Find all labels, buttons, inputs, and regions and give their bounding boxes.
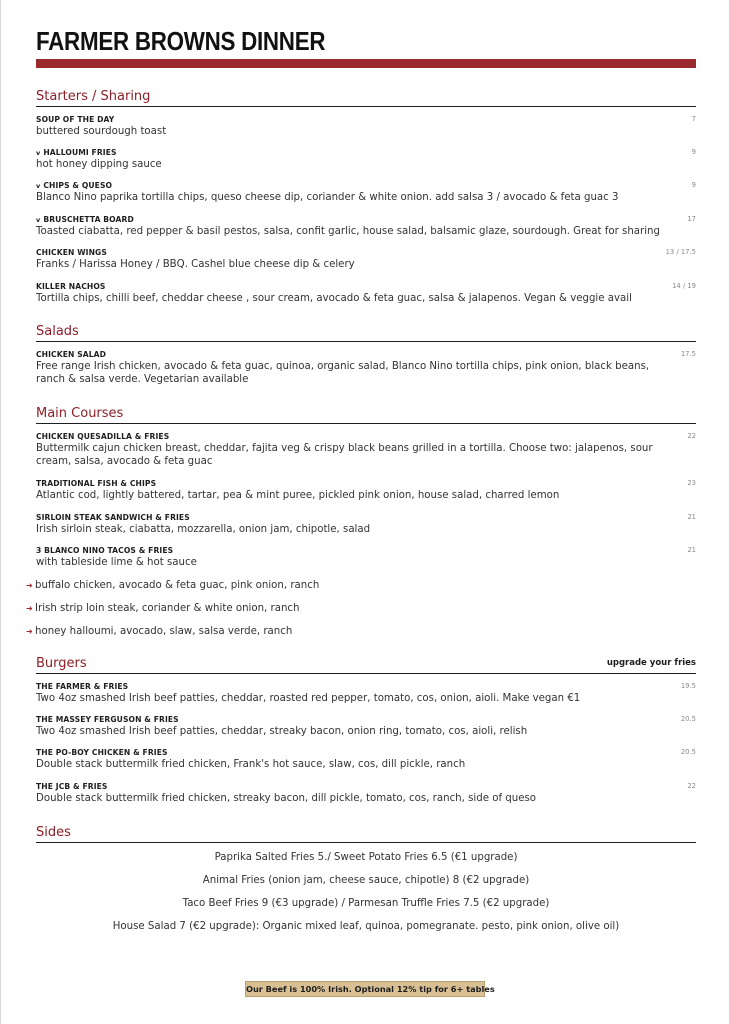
section-sides	[36, 824, 696, 843]
item-name: CHICKEN QUESADILLA & FRIES	[36, 432, 170, 441]
arrow-right-icon: ➜	[26, 581, 33, 590]
item-description: hot honey dipping sauce	[36, 159, 162, 170]
menu-item-chicken-quesadilla	[36, 432, 696, 468]
section-header	[36, 405, 696, 424]
section-title-mains: Main Courses	[36, 406, 124, 421]
vegetarian-marker: v	[36, 182, 41, 190]
item-name: THE JCB & FRIES	[36, 782, 108, 791]
item-price: 22	[687, 432, 696, 440]
section-header	[36, 655, 696, 674]
section-burgers	[36, 655, 696, 804]
item-description: Double stack buttermilk fried chicken, Frank's hot sauce, slaw, cos, dill pickle, ranch	[36, 759, 466, 770]
menu-item-soup	[36, 115, 696, 138]
item-description: Buttermilk cajun chicken breast, cheddar, fajita veg & crispy black beans grilled in a tortilla. Choose two: jalapenos, sour cream, salsa, avocado & feta guac	[36, 443, 653, 467]
item-description: Blanco Nino paprika tortilla chips, queso cheese dip, coriander & white onion. add salsa 3 / avocado & feta guac 3	[36, 192, 619, 203]
menu-item-chicken-wings	[36, 248, 696, 271]
title-divider-bar	[36, 59, 696, 68]
section-title-starters: Starters / Sharing	[36, 89, 151, 104]
arrow-right-icon: ➜	[26, 627, 33, 636]
taco-option-text: buffalo chicken, avocado & feta guac, pink onion, ranch	[35, 580, 320, 591]
item-description: Toasted ciabatta, red pepper & basil pestos, salsa, confit garlic, house salad, balsamic glaze, sourdough. Great for sharing	[36, 226, 660, 237]
item-price: 23	[687, 479, 696, 487]
menu-item-po-boy-chicken	[36, 748, 696, 771]
taco-option-text: Irish strip loin steak, coriander & white onion, ranch	[35, 603, 300, 614]
item-price: 21	[687, 546, 696, 554]
item-description: buttered sourdough toast	[36, 126, 167, 137]
item-description: Irish sirloin steak, ciabatta, mozzarella, onion jam, chipotle, salad	[36, 524, 371, 535]
menu-item-the-jcb	[36, 782, 696, 805]
side-line: Taco Beef Fries 9 (€3 upgrade) / Parmesan Truffle Fries 7.5 (€2 upgrade)	[182, 898, 550, 909]
taco-option	[26, 579, 319, 592]
item-name-row	[36, 181, 696, 191]
section-main-courses	[36, 405, 696, 568]
taco-option	[26, 625, 292, 638]
section-title-salads: Salads	[36, 324, 79, 339]
item-name: HALLOUMI FRIES	[43, 148, 117, 157]
item-price: 19.5	[680, 682, 696, 690]
item-price: 17	[687, 215, 696, 223]
menu-item-the-farmer	[36, 682, 696, 705]
taco-option	[26, 602, 299, 615]
item-price: 21	[687, 513, 696, 521]
upgrade-fries-label: upgrade your fries	[606, 658, 696, 668]
item-price: 7	[691, 115, 696, 123]
section-header	[36, 824, 696, 843]
item-name: CHIPS & QUESO	[43, 181, 113, 190]
item-name: SIRLOIN STEAK SANDWICH & FRIES	[36, 513, 190, 522]
side-line: Animal Fries (onion jam, cheese sauce, chipotle) 8 (€2 upgrade)	[202, 875, 530, 886]
menu-item-fish-chips	[36, 479, 696, 502]
menu-item-bruschetta-board	[36, 215, 696, 238]
arrow-right-icon: ➜	[26, 604, 33, 613]
menu-title: FARMER BROWNS DINNER	[36, 26, 326, 56]
item-description: with tableside lime & hot sauce	[36, 557, 197, 568]
section-header	[36, 88, 696, 107]
item-name-row	[36, 148, 696, 158]
section-header	[36, 323, 696, 342]
item-name: CHICKEN WINGS	[36, 248, 107, 257]
section-salads	[36, 323, 696, 385]
item-description: Two 4oz smashed Irish beef patties, cheddar, streaky bacon, onion ring, tomato, cos, aioli, relish	[36, 726, 528, 737]
menu-item-killer-nachos	[36, 282, 696, 305]
menu-item-tacos	[36, 546, 696, 569]
item-price: 17.5	[680, 350, 696, 358]
item-price: 22	[687, 782, 696, 790]
item-description: Franks / Harissa Honey / BBQ. Cashel blue cheese dip & celery	[36, 259, 355, 270]
item-name: SOUP OF THE DAY	[36, 115, 115, 124]
section-starters	[36, 88, 696, 304]
vegetarian-marker: v	[36, 149, 41, 157]
item-name: KILLER NACHOS	[36, 282, 106, 291]
item-name: CHICKEN SALAD	[36, 350, 107, 359]
item-name-row	[36, 215, 696, 225]
item-name: TRADITIONAL FISH & CHIPS	[36, 479, 157, 488]
item-description: Tortilla chips, chilli beef, cheddar cheese , sour cream, avocado & feta guac, salsa & jalapenos. Vegan & veggie avail	[36, 293, 632, 304]
menu-item-chicken-salad	[36, 350, 696, 386]
item-name: THE PO-BOY CHICKEN & FRIES	[36, 748, 168, 757]
item-name: 3 BLANCO NINO TACOS & FRIES	[36, 546, 174, 555]
item-price: 20.5	[680, 715, 696, 723]
item-name: BRUSCHETTA BOARD	[43, 215, 134, 224]
item-name: THE FARMER & FRIES	[36, 682, 129, 691]
item-description: Free range Irish chicken, avocado & feta guac, quinoa, organic salad, Blanco Nino tortilla chips, pink onion, black beans, ranch & salsa verde. Vegetarian available	[36, 361, 650, 385]
vegetarian-marker: v	[36, 216, 41, 224]
item-description: Atlantic cod, lightly battered, tartar, pea & mint puree, pickled pink onion, house salad, charred lemon	[36, 490, 560, 501]
item-price: 13 / 17.5	[665, 248, 696, 256]
item-price: 9	[691, 148, 696, 156]
section-title-sides: Sides	[36, 825, 71, 840]
item-description: Two 4oz smashed Irish beef patties, cheddar, roasted red pepper, tomato, cos, onion, aioli. Make vegan €1	[36, 693, 581, 704]
footer-note-badge: Our Beef is 100% Irish. Optional 12% tip for 6+ tables	[245, 981, 485, 997]
item-description: Double stack buttermilk fried chicken, streaky bacon, dill pickle, tomato, cos, ranch, side of queso	[36, 793, 537, 804]
side-line: Paprika Salted Fries 5./ Sweet Potato Fries 6.5 (€1 upgrade)	[214, 852, 518, 863]
menu-item-steak-sandwich	[36, 513, 696, 536]
item-price: 20.5	[680, 748, 696, 756]
side-line: House Salad 7 (€2 upgrade): Organic mixed leaf, quinoa, pomegranate. pesto, pink onion, olive oil)	[112, 921, 620, 932]
menu-item-halloumi-fries	[36, 148, 696, 171]
item-name: THE MASSEY FERGUSON & FRIES	[36, 715, 179, 724]
item-price: 14 / 19	[672, 282, 696, 290]
taco-option-text: honey halloumi, avocado, slaw, salsa verde, ranch	[35, 626, 293, 637]
menu-item-chips-queso	[36, 181, 696, 204]
item-price: 9	[691, 181, 696, 189]
section-title-burgers: Burgers	[36, 656, 87, 671]
menu-item-massey-ferguson	[36, 715, 696, 738]
